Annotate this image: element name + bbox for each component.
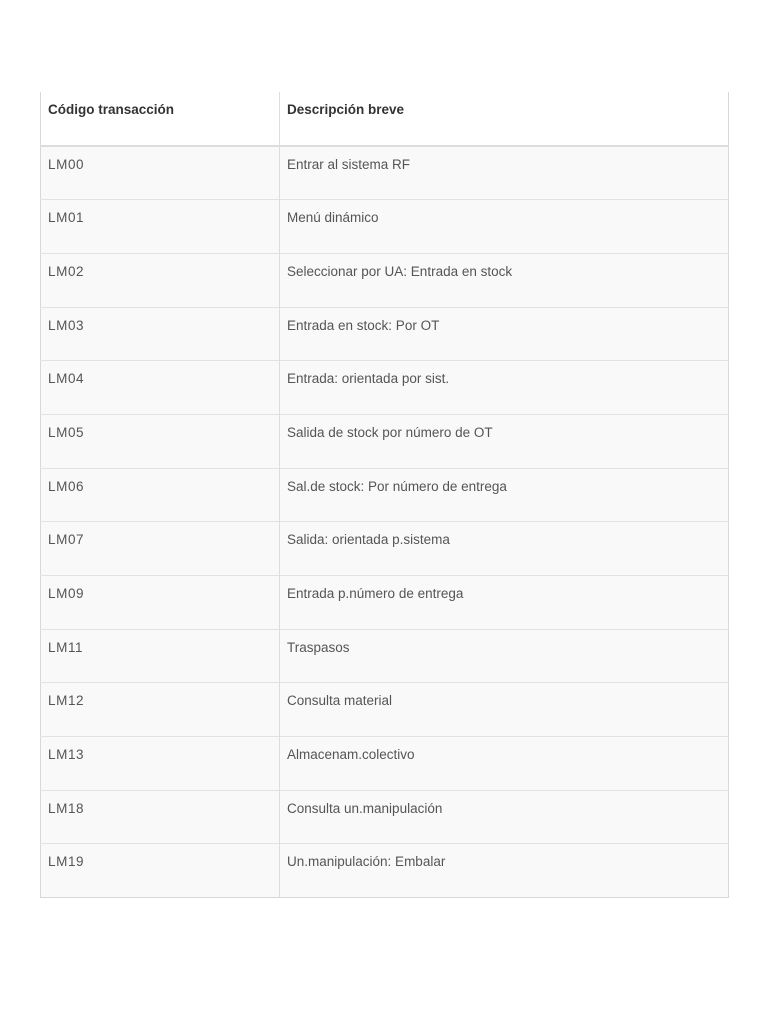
description-cell: Traspasos [280,629,729,683]
table-row [41,468,729,522]
table-row [41,790,729,844]
transaction-code-cell: LM13 [41,737,280,791]
column-header-transaction-code: Código transacción [41,92,280,146]
transaction-code-cell: LM19 [41,844,280,898]
description-cell: Almacenam.colectivo [280,737,729,791]
table-row [41,307,729,361]
description-cell: Consulta material [280,683,729,737]
description-cell: Sal.de stock: Por número de entrega [280,468,729,522]
transaction-code-cell: LM02 [41,253,280,307]
description-cell: Salida: orientada p.sistema [280,522,729,576]
description-cell: Menú dinámico [280,200,729,254]
table-row [41,414,729,468]
table-row [41,361,729,415]
column-header-short-description: Descripción breve [280,92,729,146]
transaction-code-cell: LM09 [41,576,280,630]
table-row [41,200,729,254]
table-row [41,844,729,898]
description-cell: Un.manipulación: Embalar [280,844,729,898]
transaction-code-cell: LM18 [41,790,280,844]
description-cell: Salida de stock por número de OT [280,414,729,468]
table-row [41,629,729,683]
table-row [41,253,729,307]
description-cell: Entrada p.número de entrega [280,576,729,630]
description-cell: Entrada en stock: Por OT [280,307,729,361]
table-row [41,146,729,200]
description-cell: Seleccionar por UA: Entrada en stock [280,253,729,307]
table-row [41,737,729,791]
table-row [41,576,729,630]
table-row [41,522,729,576]
transaction-code-cell: LM12 [41,683,280,737]
transaction-code-cell: LM06 [41,468,280,522]
transaction-code-cell: LM04 [41,361,280,415]
description-cell: Entrada: orientada por sist. [280,361,729,415]
transaction-code-cell: LM00 [41,146,280,200]
transaction-code-cell: LM11 [41,629,280,683]
table-header-row [41,92,729,146]
transaction-code-cell: LM07 [41,522,280,576]
description-cell: Entrar al sistema RF [280,146,729,200]
transaction-table [40,92,729,898]
transaction-code-cell: LM01 [41,200,280,254]
table-row [41,683,729,737]
description-cell: Consulta un.manipulación [280,790,729,844]
transaction-code-cell: LM05 [41,414,280,468]
transaction-code-cell: LM03 [41,307,280,361]
